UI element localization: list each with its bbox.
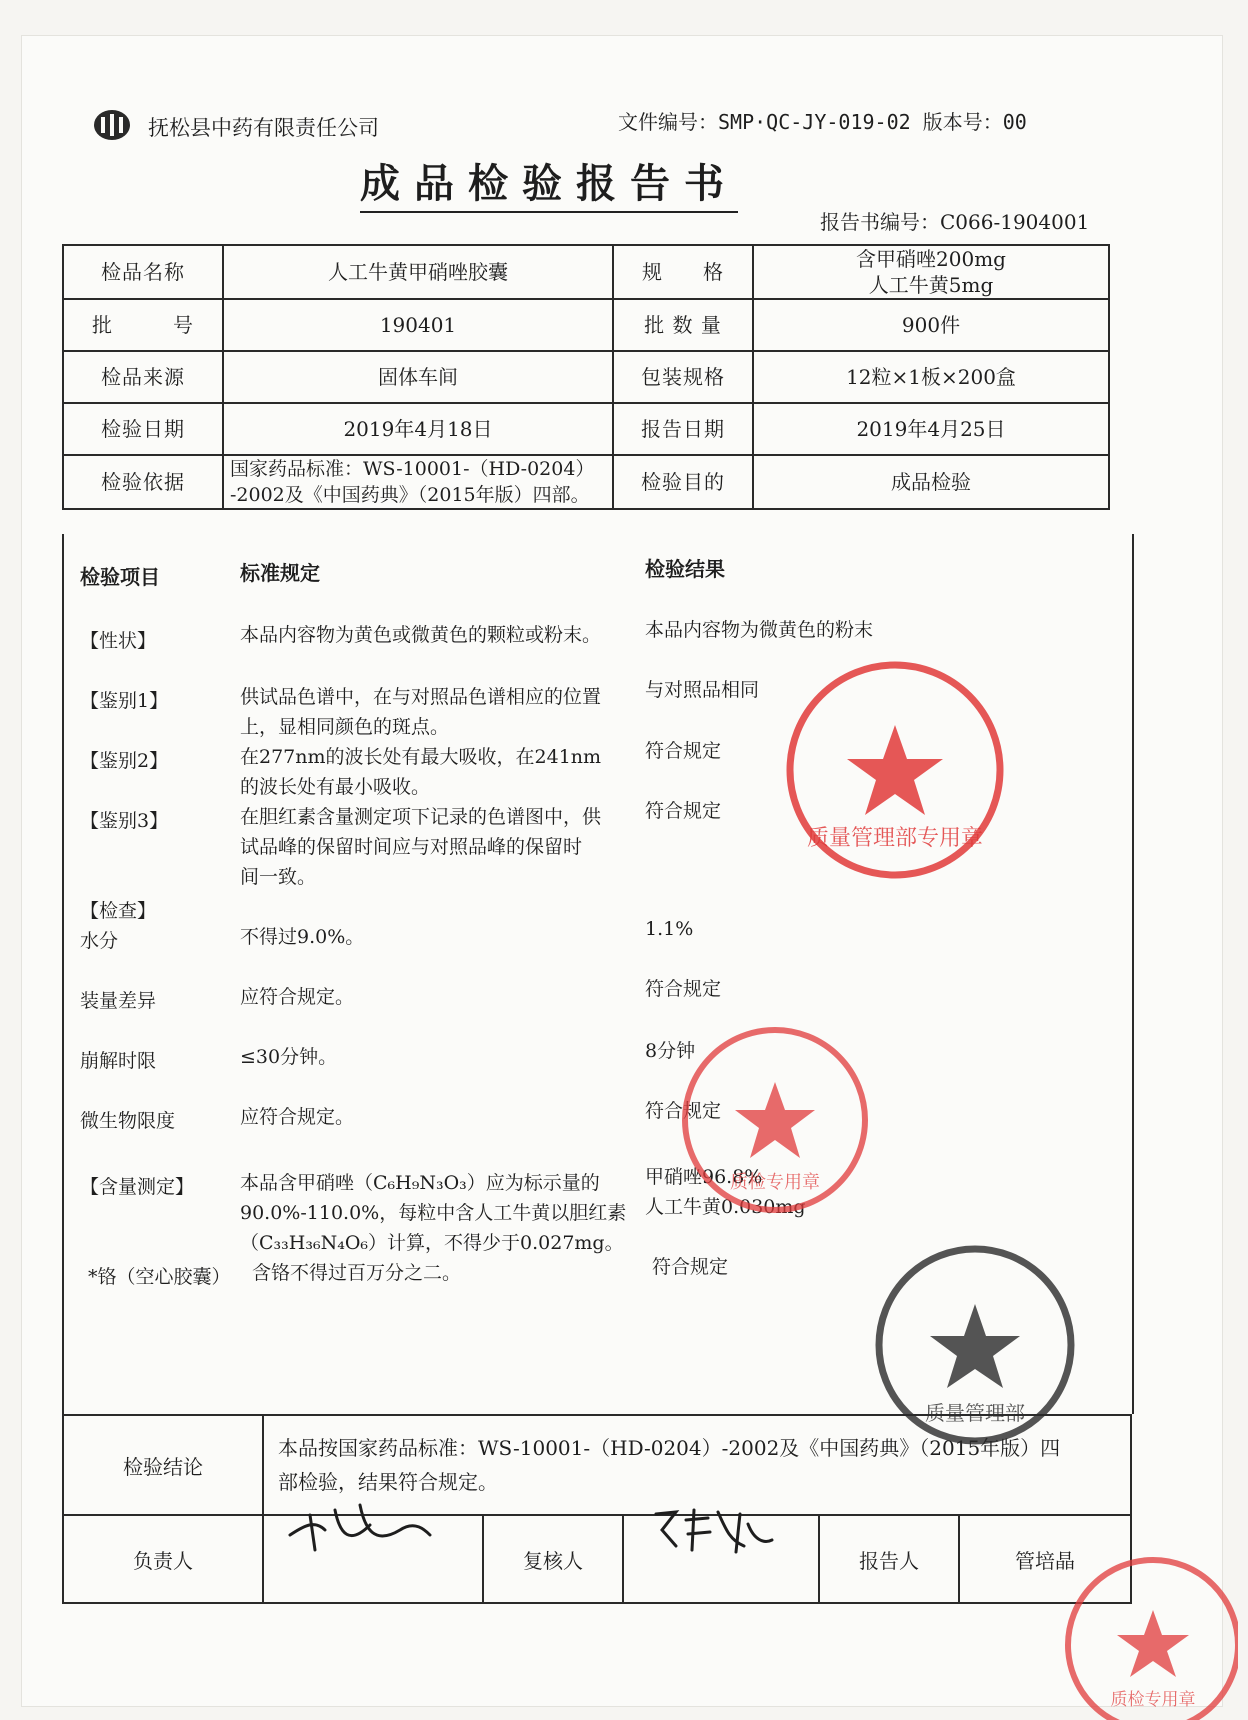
label-cell: 批 号	[63, 299, 223, 351]
black-seal-company	[870, 1240, 1080, 1450]
review-label: 复核人	[483, 1515, 623, 1603]
header-std: 标准规定	[240, 561, 320, 585]
conclusion-label: 检验结论	[63, 1415, 263, 1515]
value-cell: 成品检验	[753, 455, 1109, 509]
table-row	[63, 1515, 1131, 1603]
label-cell: 检验目的	[613, 455, 753, 509]
result-hanliang: 甲硝唑96.8% 人工牛黄0.030mg	[645, 1166, 806, 1218]
result-jianbie2: 符合规定	[645, 740, 722, 762]
reviewer-signature	[648, 1500, 778, 1560]
std-shuifen: 不得过9.0%。	[240, 926, 365, 948]
result-zhuangliang: 符合规定	[645, 978, 722, 1000]
std-xingzhuang: 本品内容物为黄色或微黄色的颗粒或粉末。	[240, 624, 602, 646]
item-shuifen: 水分	[80, 930, 119, 952]
red-seal-qc-corner	[1058, 1555, 1238, 1720]
document-title: 成品检验报告书	[360, 152, 738, 213]
value-cell: 含甲硝唑200mg 人工牛黄5mg	[753, 245, 1109, 299]
item-jianbie2: 【鉴别2】	[80, 750, 169, 772]
result-bengjie: 8分钟	[645, 1040, 696, 1062]
reporter-label: 报告人	[819, 1515, 959, 1603]
label-cell: 检品名称	[63, 245, 223, 299]
result-xingzhuang: 本品内容物为微黄色的粉末	[645, 619, 874, 641]
item-weishengwu: 微生物限度	[80, 1110, 176, 1132]
label-cell: 检验依据	[63, 455, 223, 509]
value-cell: 人工牛黄甲硝唑胶囊	[223, 245, 613, 299]
label-cell: 检品来源	[63, 351, 223, 403]
item-jiancha: 【检查】	[80, 900, 157, 922]
item-jianbie1: 【鉴别1】	[80, 690, 169, 712]
svg-text:质量管理部专用章: 质量管理部专用章	[806, 826, 984, 851]
result-shuifen: 1.1%	[645, 918, 694, 940]
label-cell: 检验日期	[63, 403, 223, 455]
company-logo-icon	[92, 108, 132, 142]
file-number: 文件编号：SMP·QC-JY-019-02 版本号：00	[618, 110, 1027, 134]
table-row	[63, 245, 1109, 299]
conclusion-text: 本品按国家药品标准：WS-10001-（HD-0204）-2002及《中国药典》（2015年版）四 部检验，结果符合规定。	[263, 1415, 1131, 1515]
std-zhuangliang: 应符合规定。	[240, 986, 355, 1008]
svg-text:质检专用章: 质检专用章	[730, 1172, 820, 1193]
value-cell: 国家药品标准：WS-10001-（HD-0204） -2002及《中国药典》（2015年版）四部。	[223, 455, 613, 509]
std-jianbie3: 在胆红素含量测定项下记录的色谱图中，供 试品峰的保留时间应与对照品峰的保留时 间一致。	[240, 806, 602, 888]
svg-text:质检专用章: 质检专用章	[1110, 1690, 1196, 1710]
std-jianbie2: 在277nm的波长处有最大吸收，在241nm 的波长处有最小吸收。	[240, 746, 602, 798]
value-cell: 2019年4月18日	[223, 403, 613, 455]
value-cell: 900件	[753, 299, 1109, 351]
info-table	[62, 244, 1110, 510]
table-row	[63, 351, 1109, 403]
item-jianbie3: 【鉴别3】	[80, 810, 169, 832]
reporter-value: 管培晶	[959, 1515, 1131, 1603]
red-seal-quality-dept	[780, 655, 1010, 885]
item-zhuangliang: 装量差异	[80, 990, 157, 1012]
svg-text:质量管理部: 质量管理部	[925, 1401, 1025, 1425]
resp-label: 负责人	[63, 1515, 263, 1603]
std-bengjie: ≤30分钟。	[240, 1046, 338, 1068]
table-row	[63, 403, 1109, 455]
item-bengjie: 崩解时限	[80, 1050, 157, 1072]
label-cell: 规 格	[613, 245, 753, 299]
std-ge: 含铬不得过百万分之二。	[252, 1262, 462, 1284]
item-hanliang: 【含量测定】	[80, 1176, 195, 1198]
header-item: 检验项目	[80, 565, 160, 589]
header-result: 检验结果	[645, 557, 725, 581]
result-weishengwu: 符合规定	[645, 1100, 722, 1122]
std-hanliang: 本品含甲硝唑（C₆H₉N₃O₃）应为标示量的 90.0%-110.0%，每粒中含人工牛黄以胆红素 （C₃₃H₃₆N₄O₆）计算，不得少于0.027mg。	[240, 1172, 627, 1254]
label-cell: 包装规格	[613, 351, 753, 403]
value-cell: 190401	[223, 299, 613, 351]
item-xingzhuang: 【性状】	[80, 630, 157, 652]
report-number: 报告书编号：C066-1904001	[820, 210, 1090, 234]
result-jianbie3: 符合规定	[645, 800, 722, 822]
table-row	[63, 455, 1109, 509]
label-cell: 报告日期	[613, 403, 753, 455]
result-ge: 符合规定	[652, 1256, 729, 1278]
value-cell: 12粒×1板×200盒	[753, 351, 1109, 403]
std-weishengwu: 应符合规定。	[240, 1106, 355, 1128]
table-row	[63, 299, 1109, 351]
company-name: 抚松县中药有限责任公司	[148, 116, 379, 140]
red-seal-qc	[675, 1020, 875, 1220]
result-jianbie1: 与对照品相同	[645, 679, 760, 701]
value-cell: 2019年4月25日	[753, 403, 1109, 455]
responsible-signature	[280, 1490, 440, 1560]
label-cell: 批 数 量	[613, 299, 753, 351]
item-ge: *铬（空心胶囊）	[88, 1266, 231, 1288]
std-jianbie1: 供试品色谱中，在与对照品色谱相应的位置 上，显相同颜色的斑点。	[240, 686, 602, 738]
value-cell: 固体车间	[223, 351, 613, 403]
